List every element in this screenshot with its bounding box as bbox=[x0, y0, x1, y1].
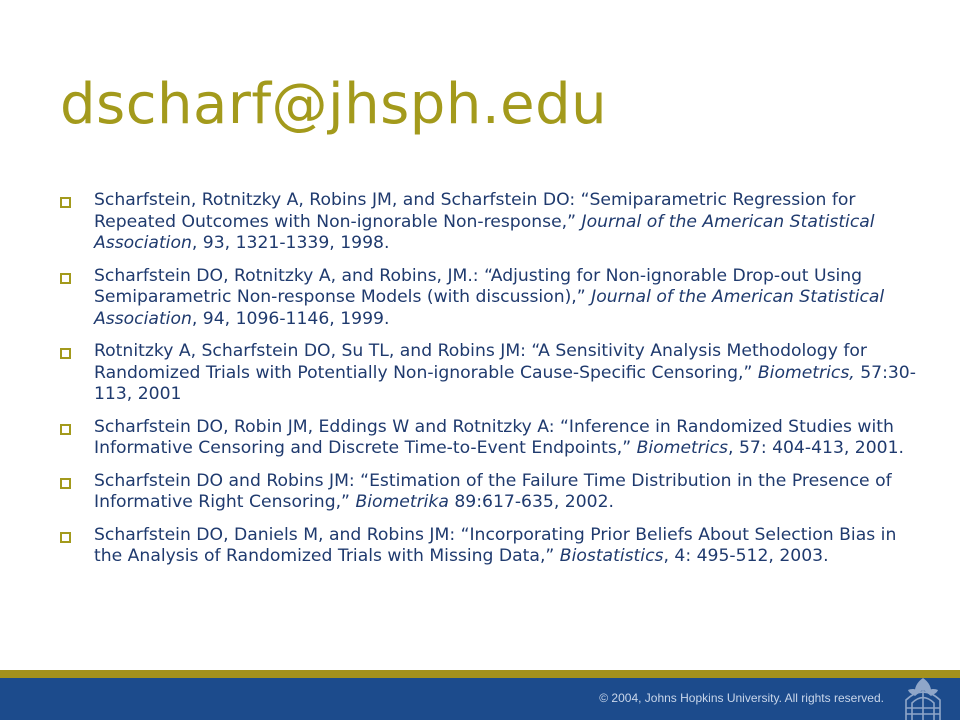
reference-details: 89:617-635, 2002. bbox=[448, 492, 614, 512]
square-bullet-icon bbox=[60, 424, 71, 435]
square-bullet-icon bbox=[60, 532, 71, 543]
square-bullet-icon bbox=[60, 478, 71, 489]
university-seal-icon bbox=[898, 676, 948, 720]
square-bullet-icon bbox=[60, 197, 71, 208]
reference-journal: Biostatistics bbox=[559, 546, 664, 566]
reference-citation: Scharfstein DO, Robin JM, Eddings W and Rotnitzky A: “Inference in Randomized Studies with Informative Censoring and Discrete Time-to-Event Endpoints,” bbox=[94, 416, 894, 458]
reference-item bbox=[60, 266, 922, 331]
reference-details: , 94, 1096-1146, 1999. bbox=[191, 308, 390, 329]
reference-item bbox=[60, 190, 922, 255]
reference-details: , 4: 495-512, 2003. bbox=[663, 546, 829, 566]
footer-gold-stripe bbox=[0, 670, 960, 678]
reference-item bbox=[60, 525, 922, 568]
reference-journal: Journal of the American Statistical Association bbox=[94, 211, 875, 253]
reference-item bbox=[60, 417, 922, 460]
reference-details: , 93, 1321-1339, 1998. bbox=[191, 233, 390, 253]
reference-citation: Rotnitzky A, Scharfstein DO, Su TL, and Robins JM: “A Sensitivity Analysis Methodology for Randomized Trials with Potentially Non-ignorable Cause-Specific Censoring,” bbox=[94, 341, 867, 383]
slide-title: dscharf@jhsph.edu bbox=[60, 72, 608, 137]
reference-citation: Scharfstein DO, Rotnitzky A, and Robins, JM.: “Adjusting for Non-ignorable Drop-out Using Semiparametric Non-response Models (with discussion),” bbox=[94, 265, 863, 307]
reference-item bbox=[60, 471, 922, 514]
reference-item bbox=[60, 341, 922, 406]
reference-journal: Biometrika bbox=[355, 492, 449, 512]
reference-journal: Journal of the American Statistical Association bbox=[94, 287, 885, 329]
reference-details: , 57: 404-413, 2001. bbox=[728, 438, 905, 458]
reference-journal: Biometrics bbox=[636, 438, 729, 458]
square-bullet-icon bbox=[60, 348, 71, 359]
reference-citation: Scharfstein DO and Robins JM: “Estimation of the Failure Time Distribution in the Presence of Informative Right Censoring,” bbox=[94, 470, 892, 512]
reference-list bbox=[60, 190, 922, 579]
reference-citation: Scharfstein DO, Daniels M, and Robins JM: “Incorporating Prior Beliefs About Selection Bias in the Analysis of Randomized Trials with Missing Data,” bbox=[94, 524, 897, 566]
reference-citation: Scharfstein, Rotnitzky A, Robins JM, and Scharfstein DO: “Semiparametric Regression for Repeated Outcomes with Non-ignorable Non-response,” bbox=[94, 190, 856, 232]
square-bullet-icon bbox=[60, 273, 71, 284]
copyright-notice: © 2004, Johns Hopkins University. All rights reserved. bbox=[599, 691, 884, 705]
reference-journal: Biometrics, bbox=[757, 362, 855, 383]
reference-details: 57:30-113, 2001 bbox=[94, 362, 916, 404]
